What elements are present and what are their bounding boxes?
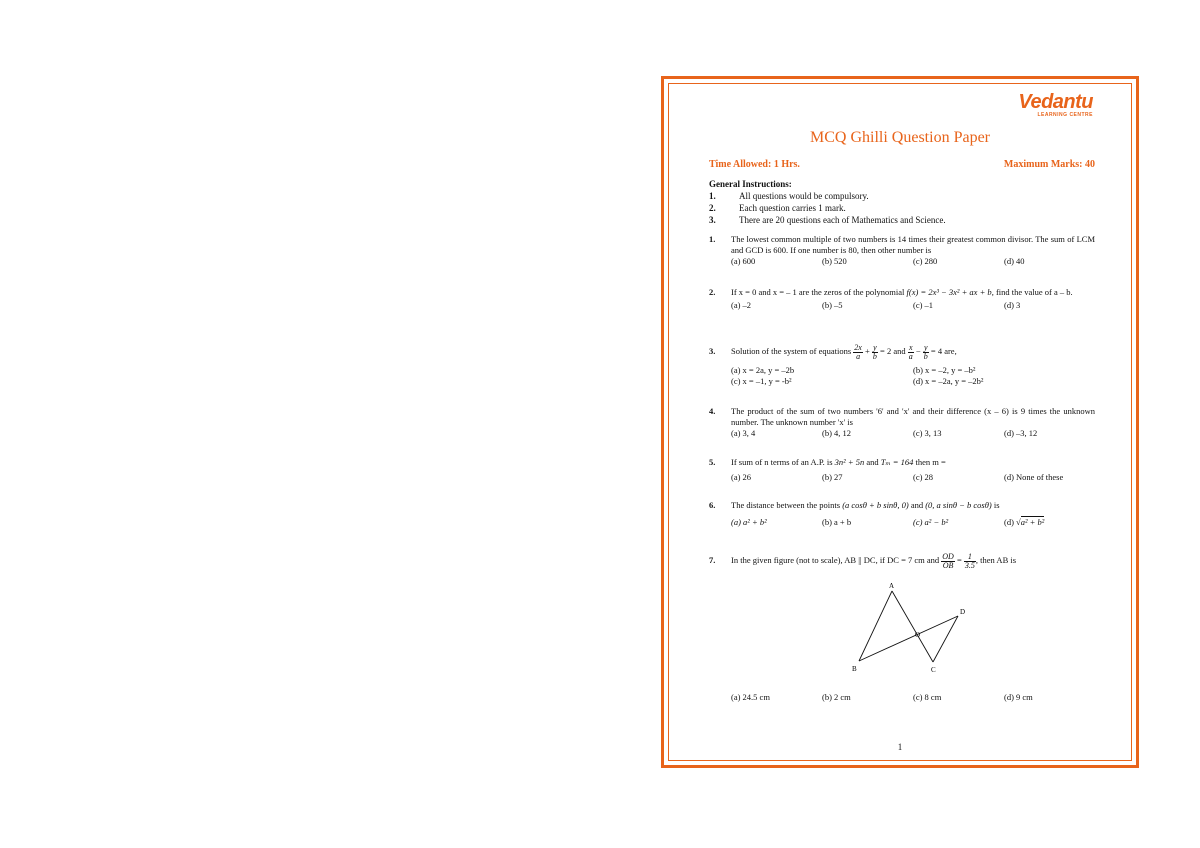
minus-sign: − [915,346,921,356]
question-number: 4. [709,406,716,416]
fraction-y-over-b: $\frac{y}{b}$ [872,342,877,361]
question-text-mid: and [866,457,879,467]
question-text: The lowest common multiple of two numbers is 14 times their greatest common divisor. The sum of LCM and GCD is 600. If one number is 80, then other number is [731,234,1095,255]
option-a[interactable]: (a) 3, 4 [731,428,756,438]
option-d[interactable]: (d) 40 [1004,256,1025,266]
segment-dc [933,616,958,662]
question-number: 6. [709,500,716,510]
sum-expression: 3n² + 5n [834,457,865,467]
answer-options [731,472,1095,483]
option-a[interactable]: (a) 26 [731,472,752,482]
fraction-od-over-ob: $\frac{OD}{OB}$ [942,551,954,570]
label-o: O [915,631,921,639]
time-allowed: Time Allowed: 1 Hrs. [709,159,800,170]
option-b[interactable]: (b) 2 cm [822,692,851,702]
instruction-number: 3. [709,215,716,225]
option-d[interactable]: (d) x = –2a, y = –2b² [913,376,984,386]
answer-options [731,428,1095,439]
option-a[interactable]: (a) 600 [731,256,756,266]
instruction-number: 1. [709,191,716,201]
instruction-number: 2. [709,203,716,213]
question-number: 3. [709,346,716,356]
question-text [731,341,1095,361]
option-c[interactable]: (c) 28 [913,472,934,482]
option-c[interactable]: (c) 280 [913,256,938,266]
term-expression: Tₘ = 164 [880,457,914,467]
question-5 [709,457,1095,483]
square-root-expression: a² + b² [1020,517,1045,527]
point-1: (a cosθ + b sinθ, 0) [842,500,909,510]
question-number: 5. [709,457,716,467]
fraction-y-over-b-2: $\frac{y}{b}$ [923,342,928,361]
option-d[interactable]: (d) 3 [1004,300,1021,310]
equation-1-rhs: = 2 and [880,346,906,356]
polynomial-expression: f(x) = 2x³ − 3x² + ax + b [906,287,992,297]
answer-options [731,517,1095,528]
question-text-mid: and [910,500,924,510]
question-text-pre: If sum of n terms of an A.P. is [731,457,833,467]
page-inner-border [668,83,1132,761]
question-text-pre: Solution of the system of equations [731,346,852,356]
question-text-pre: The distance between the points [731,500,841,510]
plus-sign: + [864,346,870,356]
option-c[interactable]: (c) x = –1, y = -b² [731,376,792,386]
equation-2-rhs: = 4 are, [930,346,957,356]
question-4 [709,406,1095,439]
logo-subtitle: LEARNING CENTRE [1037,112,1093,118]
question-text-post: is [993,500,1000,510]
instruction-item [709,214,1095,226]
label-d: D [960,608,966,616]
option-a[interactable]: (a) –2 [731,300,752,310]
instruction-text: Each question carries 1 mark. [739,203,846,213]
question-number: 2. [709,287,716,297]
question-text [731,287,1095,298]
option-b[interactable]: (b) a + b [822,517,852,527]
label-b: B [852,665,857,673]
option-a[interactable]: (a) a² + b² [731,517,767,527]
question-7-options [709,692,1095,703]
instruction-item [709,202,1095,214]
option-a[interactable]: (a) 24.5 cm [731,692,770,702]
page-title: MCQ Ghilli Question Paper [810,129,990,146]
option-b[interactable]: (b) 27 [822,472,843,482]
question-text [731,550,1095,570]
question-3 [709,341,1095,387]
option-c[interactable]: (c) 3, 13 [913,428,942,438]
question-text-post: then m = [915,457,946,467]
instructions-heading: General Instructions: [709,179,792,189]
label-a: A [889,582,895,590]
point-2: (0, a sinθ − b cosθ) [925,500,992,510]
vedantu-logo [1018,92,1093,118]
question-text-pre: In the given figure (not to scale), AB || DC, if DC = 7 cm and [731,555,940,565]
option-b[interactable]: (b) –5 [822,300,843,310]
fraction-ratio: $\frac{1}{3.5}$ [964,551,975,570]
segment-ac [892,591,933,662]
answer-options [731,365,1095,387]
instruction-item [709,190,1095,202]
question-1 [709,234,1095,267]
document-page [661,76,1139,768]
option-c[interactable]: (c) –1 [913,300,934,310]
question-number: 7. [709,555,716,565]
segment-ab [859,591,892,661]
option-a[interactable]: (a) x = 2a, y = –2b [731,365,795,375]
instruction-text: There are 20 questions each of Mathematics and Science. [739,215,946,225]
question-text-pre: If x = 0 and x = – 1 are the zeros of the polynomial [731,287,905,297]
option-b[interactable]: (b) x = –2, y = –b² [913,365,976,375]
geometry-figure [849,579,979,679]
option-b[interactable]: (b) 520 [822,256,847,266]
answer-options [731,256,1095,267]
question-text [731,500,1095,511]
question-text [731,457,1095,468]
logo-wordmark: Vedantu [1018,91,1093,113]
option-d[interactable]: (d) None of these [1004,472,1064,482]
fraction-2x-over-a: $\frac{2x}{a}$ [854,342,862,361]
question-text-post: , then AB is [975,555,1017,565]
question-7 [709,550,1095,570]
general-instructions [709,178,1095,226]
question-number: 1. [709,234,716,244]
segment-bd [859,616,958,661]
question-6 [709,500,1095,528]
answer-options [731,692,1095,703]
equals-sign: = [956,555,962,565]
option-d[interactable]: (d) 9 cm [1004,692,1033,702]
question-2 [709,287,1095,311]
label-c: C [931,666,936,674]
question-text: The product of the sum of two numbers '6' and 'x' and their difference (x – 6) is 9 times the unknown number. The unknown number 'x' is [731,406,1095,427]
answer-options [731,300,1095,311]
option-d[interactable]: (d) √a² + b² [1004,517,1045,527]
option-b[interactable]: (b) 4, 12 [822,428,852,438]
instruction-text: All questions would be compulsory. [739,191,869,201]
maximum-marks: Maximum Marks: 40 [1003,159,1095,170]
question-text-post: , find the value of a – b. [991,287,1073,297]
page-number: 1 [897,742,903,752]
option-c[interactable]: (c) 8 cm [913,692,942,702]
option-d-prefix: (d) [1004,517,1014,527]
fraction-x-over-a: $\frac{x}{a}$ [908,342,913,361]
option-c[interactable]: (c) a² − b² [913,517,949,527]
option-d[interactable]: (d) –3, 12 [1004,428,1038,438]
